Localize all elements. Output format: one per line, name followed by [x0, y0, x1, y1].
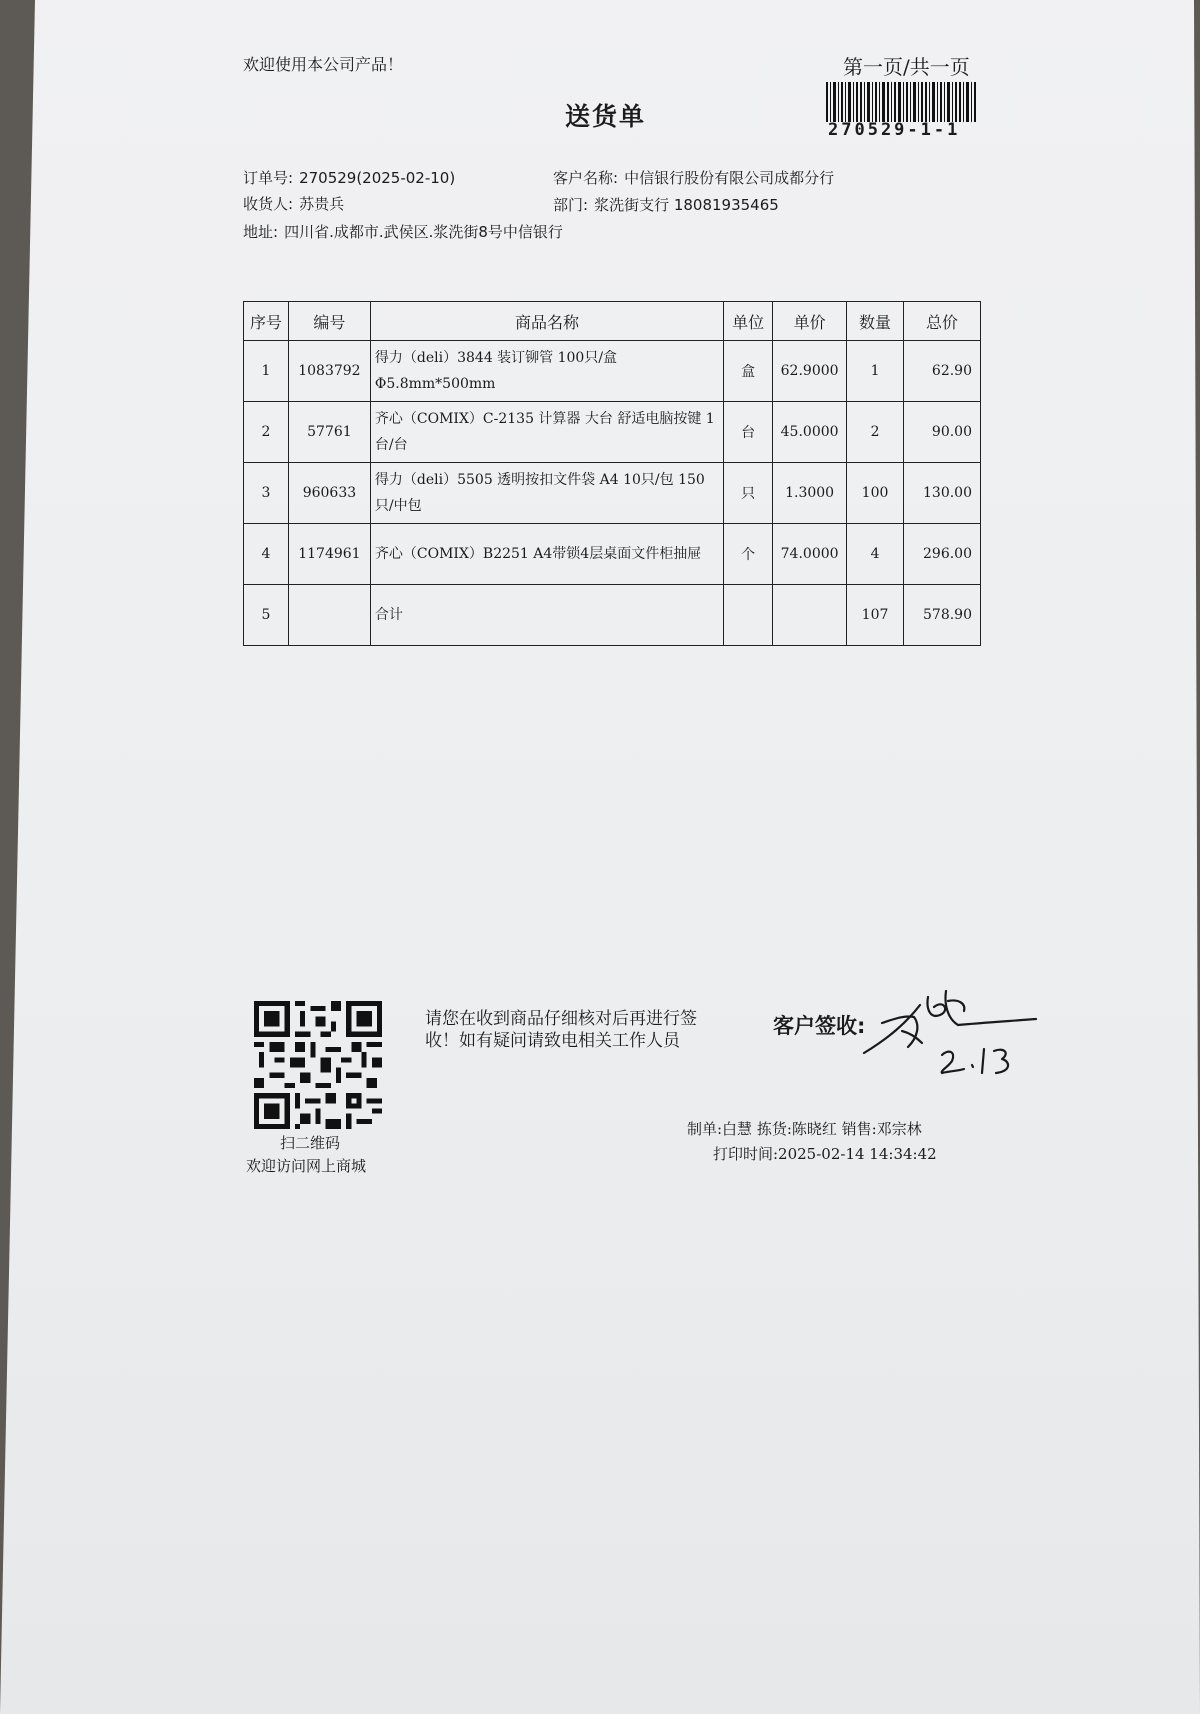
- cell-qty: 107: [847, 585, 904, 646]
- cell-code: 57761: [288, 402, 370, 463]
- col-header-name: 商品名称: [370, 302, 723, 341]
- table-row: [244, 402, 981, 463]
- barcode-number: 270529-1-1: [828, 120, 961, 140]
- cell-total: 90.00: [904, 402, 981, 463]
- cell-price: [773, 585, 847, 646]
- cell-price: 62.9000: [773, 341, 847, 402]
- handwritten-signature-icon: [860, 975, 1040, 1085]
- cell-total: 62.90: [904, 341, 981, 402]
- table-header-row: [244, 302, 981, 341]
- cell-unit: 个: [724, 524, 773, 585]
- address-value: 四川省.成都市.武侯区.浆洗街8号中信银行: [284, 223, 563, 241]
- receiver-label: 收货人:: [243, 195, 294, 213]
- items-table: [243, 301, 981, 646]
- cell-qty: 4: [847, 524, 904, 585]
- cell-code: 960633: [288, 463, 370, 524]
- order-no-label: 订单号:: [243, 169, 294, 187]
- address-label: 地址:: [243, 223, 279, 241]
- col-header-qty: 数量: [847, 302, 904, 341]
- col-header-total: 总价: [904, 302, 981, 341]
- cell-total: 296.00: [904, 524, 981, 585]
- qr-caption-scan: 扫二维码: [280, 1134, 341, 1152]
- cell-unit: [724, 585, 773, 646]
- cell-price: 45.0000: [773, 402, 847, 463]
- welcome-text: 欢迎使用本公司产品！: [243, 55, 404, 74]
- receipt-notice: 请您在收到商品仔细核对后再进行签收！如有疑问请致电相关工作人员: [425, 1009, 697, 1051]
- cell-name: 齐心（COMIX）B2251 A4带锁4层桌面文件柜抽屉: [370, 524, 723, 585]
- receiver-value: 苏贵兵: [299, 195, 345, 213]
- dept-label: 部门:: [553, 196, 589, 214]
- receiver-field: [243, 193, 344, 214]
- customer-label: 客户名称:: [553, 169, 619, 187]
- cell-code: 1083792: [288, 341, 370, 402]
- cell-price: 1.3000: [773, 463, 847, 524]
- qr-code-icon: [254, 1001, 382, 1129]
- cell-qty: 2: [847, 402, 904, 463]
- cell-seq: 3: [244, 463, 289, 524]
- table-row: [244, 524, 981, 585]
- col-header-code: 编号: [288, 302, 370, 341]
- qr-caption-mall: 欢迎访问网上商城: [246, 1157, 367, 1175]
- cell-qty: 100: [847, 463, 904, 524]
- cell-name: 得力（deli）3844 装订铆管 100只/盒 Φ5.8mm*500mm: [370, 341, 723, 402]
- cell-total: 578.90: [904, 585, 981, 646]
- table-row: [244, 341, 981, 402]
- print-time: 打印时间:2025-02-14 14:34:42: [713, 1145, 937, 1163]
- cell-name: 齐心（COMIX）C-2135 计算器 大台 舒适电脑按键 1台/台: [370, 402, 723, 463]
- col-header-unit: 单位: [724, 302, 773, 341]
- cell-code: [288, 585, 370, 646]
- page-info: 第一页/共一页: [843, 55, 970, 79]
- cell-seq: 4: [244, 524, 289, 585]
- cell-qty: 1: [847, 341, 904, 402]
- cell-name: 得力（deli）5505 透明按扣文件袋 A4 10只/包 150只/中包: [370, 463, 723, 524]
- cell-seq: 5: [244, 585, 289, 646]
- cell-code: 1174961: [288, 524, 370, 585]
- order-no-field: [243, 167, 455, 188]
- col-header-seq: 序号: [244, 302, 289, 341]
- dept-field: [553, 194, 779, 215]
- cell-name: 合计: [370, 585, 723, 646]
- customer-signature-label: 客户签收:: [773, 1014, 866, 1038]
- col-header-price: 单价: [773, 302, 847, 341]
- barcode-icon: [826, 82, 976, 122]
- address-field: [243, 221, 563, 242]
- cell-unit: 台: [724, 402, 773, 463]
- cell-seq: 2: [244, 402, 289, 463]
- dept-value: 浆洗街支行 18081935465: [594, 196, 779, 214]
- customer-value: 中信银行股份有限公司成都分行: [624, 169, 835, 187]
- page-title: 送货单: [565, 102, 647, 131]
- cell-price: 74.0000: [773, 524, 847, 585]
- cell-total: 130.00: [904, 463, 981, 524]
- table-total-row: [244, 585, 981, 646]
- table-row: [244, 463, 981, 524]
- cell-seq: 1: [244, 341, 289, 402]
- cell-unit: 只: [724, 463, 773, 524]
- order-no-value: 270529(2025-02-10): [299, 169, 456, 187]
- cell-unit: 盒: [724, 341, 773, 402]
- staff-info: 制单:白慧 拣货:陈晓红 销售:邓宗林: [687, 1120, 922, 1138]
- customer-field: [553, 167, 834, 188]
